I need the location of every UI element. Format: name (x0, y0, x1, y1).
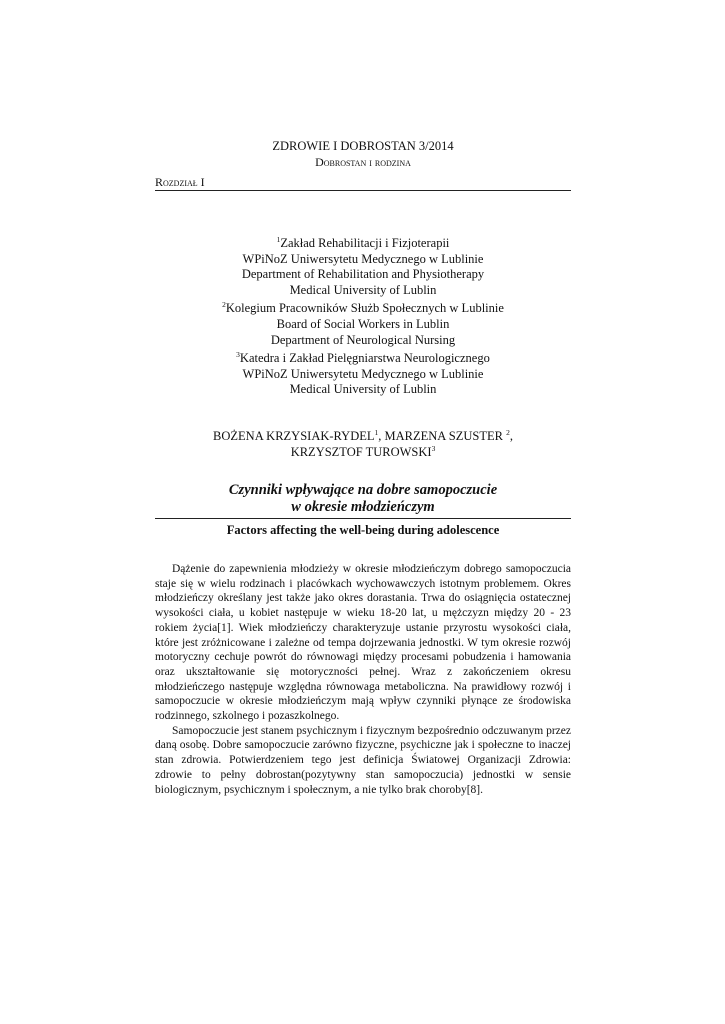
article-body (155, 562, 571, 797)
journal-subtitle-text: Dobrostan i rodzina (315, 155, 411, 169)
affiliations (155, 236, 571, 401)
affiliation-1-number: 1 (276, 235, 281, 244)
journal-subtitle (155, 155, 571, 171)
author-affiliation-number: 2 (506, 428, 510, 437)
author-name: MARZENA SZUSTER (384, 429, 507, 443)
chapter-label (155, 175, 571, 190)
affiliation-2-line-1-text: Kolegium Pracowników Służb Społecznych w Lublinie (225, 301, 504, 316)
affiliation-2-number: 2 (222, 300, 226, 310)
author-line-2 (155, 444, 571, 460)
affiliation-3-line-1-text: Katedra i Zakład Pielęgniarstwa Neurologicznego (239, 351, 490, 366)
article-title-line-2: w okresie młodzieńczym (291, 499, 435, 515)
affiliation-3-line-2: WPiNoZ Uniwersytetu Medycznego w Lublinie (242, 366, 484, 381)
affiliation-3-line-3: Medical University of Lublin (289, 382, 437, 397)
author-list (155, 428, 571, 460)
author-affiliation-number: 1 (374, 428, 379, 437)
author-name: BOŻENA KRZYSIAK-RYDEL (213, 429, 375, 443)
header-rule (155, 190, 571, 191)
affiliation-1-line-2: WPiNoZ Uniwersytetu Medycznego w Lublinie (242, 251, 484, 266)
affiliation-2-line-1 (155, 301, 571, 317)
affiliation-3 (155, 351, 571, 398)
author-affiliation-number: 3 (431, 444, 436, 453)
body-paragraph-2: Samopoczucie jest stanem psychicznym i fizycznym bezpośrednio odczuwanym przez daną osobę. Dobre samopoczucie zarówno fizyczne, psychiczne jak i społeczne to inaczej stan zdrowia. Potwierdzeniem tego jest definicja Światowej Organizacji Zdrowia: zdrowie to pełny dobrostan(pozytywny stan samopoczucia) jednostki w sensie biologicznym, psychicznym i społecznym, a nie tylko brak choroby[8]. (155, 724, 571, 796)
affiliation-3-number: 3 (236, 350, 240, 360)
affiliation-1 (155, 236, 571, 298)
title-rule (155, 518, 571, 519)
author-line-1 (155, 428, 571, 444)
author-separator: , (509, 429, 513, 443)
affiliation-3-line-1 (155, 351, 571, 367)
chapter-label-text: Rozdział I (155, 175, 205, 189)
article-title (155, 482, 571, 516)
body-paragraph-1: Dążenie do zapewnienia młodzieży w okresie młodzieńczym dobrego samopoczucia staje się w wielu rodzinach i placówkach wychowawczych istotnym problemem. Okres młodzieńczy określany jest także jako okres dorastania. Trwa do osiągnięcia ostatecznej wysokości ciała, u kobiet następuje w wieku 18-20 lat, u mężczyzn między 20 - 23 rokiem życia[1]. Wiek młodzieńczy charakteryzuje ustanie przyrostu wysokości ciała, które jest zróżnicowane i zależne od tempa dojrzewania jednostki. W tym okresie rozwój motoryczny cechuje powrót do równowagi między procesami pobudzenia i hamowania oraz ukształtowanie się motoryczności pełnej. Wraz z zakończeniem okresu młodzieńczego następuje względna równowaga metaboliczna. Na prawidłowy rozwój i samopoczucie w okresie młodzieńczym mają wpływ czynniki płynące ze środowiska rodzinnego, szkolnego i pozaszkolnego. (155, 563, 571, 723)
affiliation-2 (155, 301, 571, 348)
affiliation-1-line-1 (155, 236, 571, 252)
journal-title: ZDROWIE I DOBROSTAN 3/2014 (272, 139, 454, 153)
running-header (155, 138, 571, 191)
affiliation-1-line-1-text: Zakład Rehabilitacji i Fizjoterapii (280, 236, 450, 250)
affiliation-1-line-3: Department of Rehabilitation and Physiotherapy (241, 267, 485, 282)
article-title-line-1: Czynniki wpływające na dobre samopoczucie (228, 482, 498, 498)
affiliation-2-line-3: Department of Neurological Nursing (270, 332, 456, 347)
author-separator: , (378, 429, 385, 443)
author-name: KRZYSZTOF TUROWSKI (290, 445, 432, 459)
english-title: Factors affecting the well-being during adolescence (226, 523, 500, 537)
affiliation-1-line-4: Medical University of Lublin (289, 282, 437, 297)
affiliation-2-line-2: Board of Social Workers in Lublin (276, 316, 450, 331)
